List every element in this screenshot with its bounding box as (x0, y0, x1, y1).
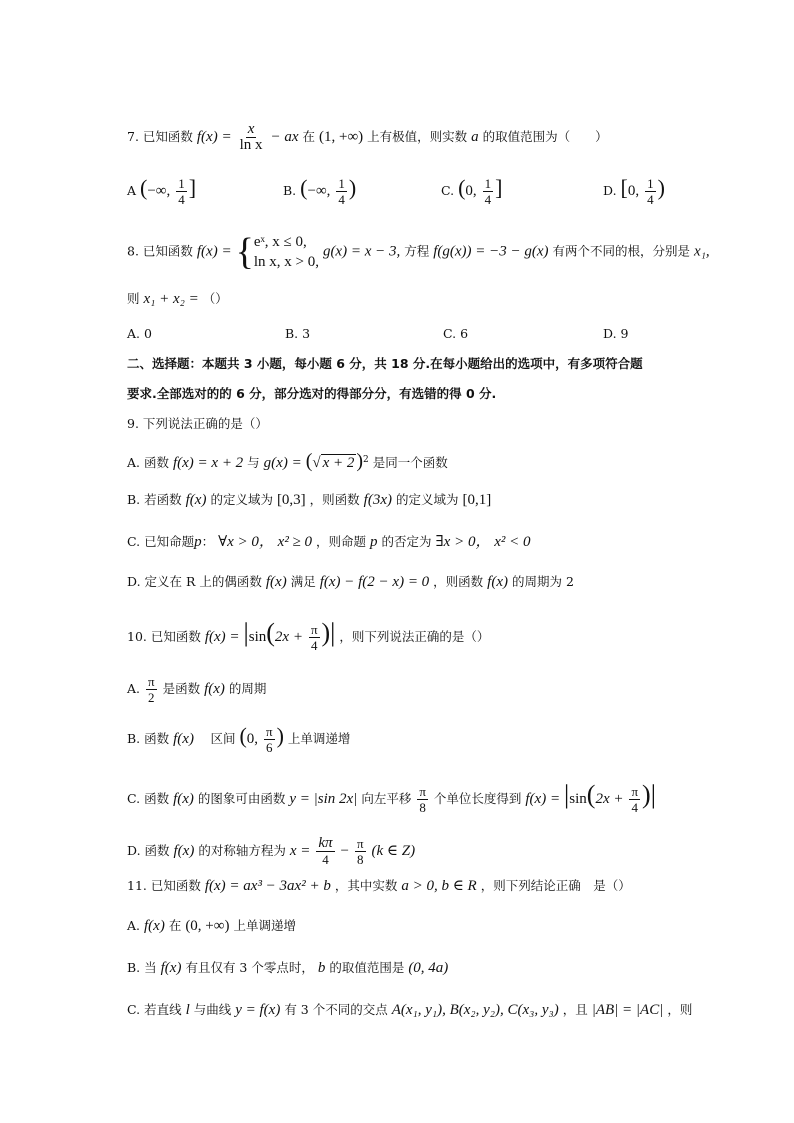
q11-stem: 11. 已知函数 f(x) = ax³ − 3ax² + b ，其中实数 a > 0, b ∈ R ，则下列结论正确 是（） (127, 878, 631, 894)
q8-stem: 8. 已知函数 f(x) = { eˣ, x ≤ 0, ln x, x > 0, g(x) = x − 3, 方程 f(g(x)) = −3 − g(x) 有两个不同的根，分别是 x₁, (127, 231, 710, 273)
q10-stem: 10. 已知函数 f(x) = |sin(2x + $\frac{\pi}{4}$ )| ，则下列说法正确的是（） (127, 618, 490, 653)
q8-option-b: B. 3 (285, 326, 311, 341)
q11-option-c: C. 若直线 l 与曲线 y = f(x) 有 3 个不同的交点 A(x₁, y₁), B(x₂, y₂), C(x₃, y₃) ，且 |AB| = |AC| ，则 (127, 1002, 693, 1018)
q8-option-c: C. 6 (443, 326, 469, 341)
q7-fraction: $\frac{x}{\text{ln x}}$ (239, 121, 263, 153)
q11-option-a: A. f(x) 在 (0, +∞) 上单调递增 (127, 918, 296, 934)
q9-option-b: B. 若函数 f(x) 的定义域为 [0,3] ，则函数 f(3x) 的定义域为 [0,1] (127, 492, 492, 508)
q7-option-c: C. (0, $\frac{1}{4}$ ] (441, 175, 503, 207)
q9-stem: 9. 下列说法正确的是（） (127, 416, 268, 431)
q10-option-c: C. 函数 f(x) 的图象可由函数 y = |sin 2x| 向左平移 $\frac{\pi}{8}$ 个单位长度得到 f(x) = |sin(2x + $\frac{\pi}{4}$ )| (127, 780, 656, 815)
section2-heading-line2: 要求.全部选对的的 6 分，部分选对的得部分分，有选错的得 0 分. (127, 386, 497, 401)
q10-option-b: B. 函数 f(x) 区间 (0, $\frac{\pi}{6}$ ) 上单调递增 (127, 723, 351, 755)
q9-option-a: A. 函数 f(x) = x + 2 与 g(x) = (√ x + 2 )$^2$ 是同一个函数 (127, 450, 448, 473)
q9-option-d: D. 定义在 R 上的偶函数 f(x) 满足 f(x) − f(2 − x) = 0 ，则函数 f(x) 的周期为 2 (127, 574, 574, 590)
q11-option-b: B. 当 f(x) 有且仅有 3 个零点时， b 的取值范围是 (0, 4a) (127, 960, 449, 976)
q9-option-c: C. 已知命题p： ∀x > 0， x² ≥ 0 ，则命题 p 的否定为 ∃x > 0， x² < 0 (127, 534, 531, 550)
q8-option-a: A. 0 (127, 326, 152, 341)
q10-option-a: A. $\frac{\pi}{2}$ 是函数 f(x) 的周期 (127, 674, 267, 705)
q10-option-d: D. 函数 f(x) 的对称轴方程为 x = $\frac{k\pi}{4}$ − $\frac{\pi}{8}$ (k ∈ Z) (127, 835, 416, 867)
q7-option-d: D. [0, $\frac{1}{4}$ ) (603, 175, 665, 207)
q8-option-d: D. 9 (603, 326, 629, 341)
section2-heading-line1: 二、选择题：本题共 3 小题，每小题 6 分，共 18 分.在每小题给出的选项中，有多项符合题 (127, 356, 643, 371)
q8-piecewise: eˣ, x ≤ 0, ln x, x > 0, (253, 234, 319, 270)
q7-stem: 7. 已知函数 f(x) = $\frac{x}{\text{ln x}}$ − ax 在 (1, +∞) 上有极值，则实数 a 的取值范围为（ ） (127, 121, 608, 153)
q7-option-a: A (−∞, $\frac{1}{4}$ ] (127, 175, 197, 207)
q7-option-b: B. (−∞, $\frac{1}{4}$ ) (283, 175, 357, 207)
q8-line2: 则 x₁ + x₂ = （） (127, 291, 228, 307)
